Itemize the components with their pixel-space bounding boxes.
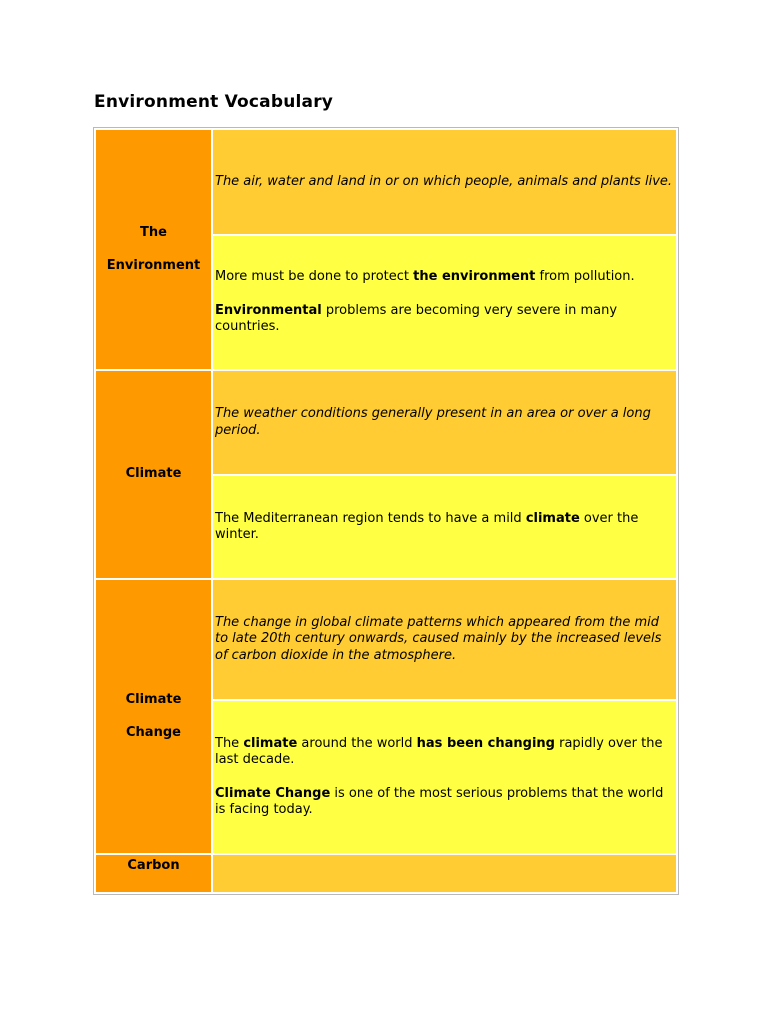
example-sentence: Environmental problems are becoming very severe in many countries. [215,302,618,335]
example-sentence: The climate around the world has been changing rapidly over the last decade. [215,735,663,767]
term-cell-climate [96,371,211,578]
term-label: Change [126,725,181,740]
table-row [96,130,676,234]
term-label: Environment [106,258,201,273]
definition-cell [213,855,676,892]
definition-text: The change in global climate patterns which appeared from the mid to late 20th century onwards, caused mainly by the increased levels of carbon dioxide in the atmosphere. [215,614,662,663]
term-cell-environment [96,130,211,369]
definition-text: The air, water and land in or on which people, animals and plants live. [215,173,673,189]
example-cell [213,476,676,578]
term-cell-carbon [96,855,211,892]
definition-cell [213,130,676,234]
example-cell [213,236,676,369]
vocabulary-table [93,127,679,895]
example-sentence: More must be done to protect the environment from pollution. [215,269,635,285]
term-label: Climate [125,691,182,707]
definition-cell [213,580,676,699]
example-cell [213,701,676,853]
table-row [96,855,676,892]
term-label: Climate [125,466,182,482]
term-cell-climate-change [96,580,211,853]
example-sentence: The Mediterranean region tends to have a mild climate over the winter. [215,510,639,542]
term-label: The [140,224,167,240]
example-sentence: Climate Change is one of the most serious problems that the world is facing today. [215,785,664,817]
page-title: Environment Vocabulary [94,92,334,112]
definition-cell [213,371,676,474]
table-row [96,371,676,474]
definition-text: The weather conditions generally present in an area or over a long period. [215,406,651,438]
table-row [96,580,676,699]
term-label: Carbon [127,858,180,873]
